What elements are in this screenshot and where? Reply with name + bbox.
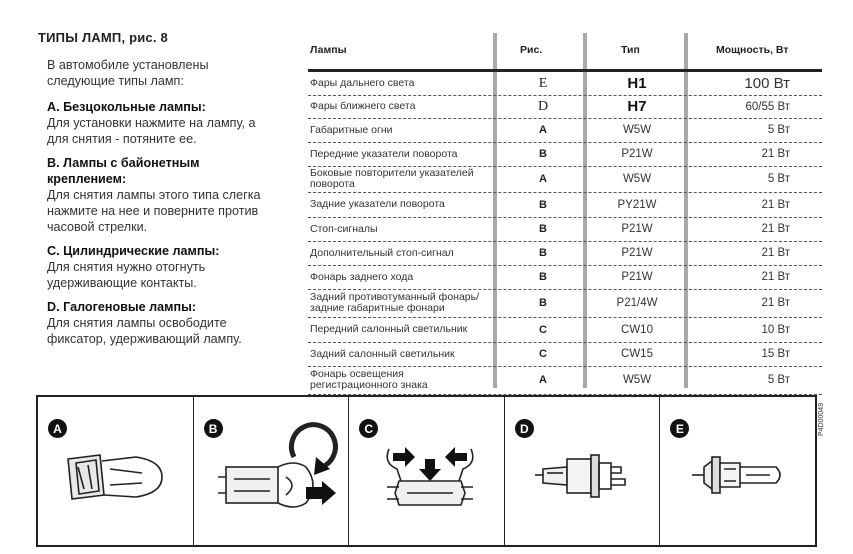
lamp-name: Задние указатели поворота (310, 198, 445, 210)
figure-ref: B (539, 223, 547, 235)
lamp-name: Передние указатели поворота (310, 147, 458, 160)
lamp-name: Передний салонный светильник (310, 323, 468, 335)
figure-ref: D (537, 98, 549, 114)
lamp-name: Задний салонный светильник (310, 347, 455, 360)
lamp-type: PY21W (617, 198, 657, 211)
lamp-type: P21W (621, 271, 653, 283)
lamp-name: Фонарь заднего хода (310, 270, 414, 283)
table-row (308, 192, 822, 218)
table-row (308, 72, 822, 96)
lamp-power: 5 Вт (767, 374, 790, 386)
table-row (308, 217, 822, 242)
festoon-bulb-icon (349, 397, 509, 545)
table-row (308, 118, 822, 143)
figure-c (349, 397, 505, 545)
lamp-power: 100 Вт (744, 75, 790, 92)
lamp-type: P21W (621, 247, 653, 259)
lamp-power: 21 Вт (761, 198, 790, 211)
figure-ref: A (539, 124, 547, 136)
lamp-type: P21/4W (616, 297, 658, 309)
figure-ref: B (539, 148, 547, 160)
lamp-power: 21 Вт (761, 297, 790, 309)
figure-ref: E (538, 75, 548, 91)
lamp-power: 21 Вт (761, 271, 790, 283)
item-c-title: C. Цилиндрические лампы: (47, 244, 220, 258)
item-a-text: Для установки нажмите на лампу, а для снятия - потяните ее. (47, 116, 256, 146)
halogen-h1-bulb-icon (660, 397, 820, 545)
lamp-type: W5W (622, 173, 652, 185)
lamp-type: CW15 (621, 348, 653, 360)
figure-b (194, 397, 350, 545)
lamp-name: Стоп-сигналы (310, 222, 378, 235)
item-d-title: D. Галогеновые лампы: (47, 300, 197, 314)
lamp-power: 15 Вт (761, 348, 790, 360)
figure-a-badge: A (48, 419, 67, 438)
wedge-bulb-icon (38, 397, 190, 545)
lamp-name: Задний противотуманный фонарь/ задние габаритные фонари (310, 291, 480, 314)
item-a-title: A. Безцокольные лампы: (47, 100, 206, 114)
figure-d (505, 397, 661, 545)
lamp-type: P21W (621, 223, 653, 235)
lamp-name: Дополнительный стоп-сигнал (310, 246, 454, 259)
lamp-table (308, 38, 822, 391)
figure-ref: A (539, 173, 547, 185)
lamp-name: Габаритные огни (310, 123, 393, 136)
table-row (308, 289, 822, 318)
lamp-power: 21 Вт (761, 247, 790, 259)
figure-code: P4D00049 (818, 402, 825, 436)
item-b-title: B. Лампы с байонетным креплением: (47, 156, 200, 186)
lamp-type: H1 (627, 75, 647, 92)
figure-e-badge: E (670, 419, 689, 438)
table-row (308, 166, 822, 193)
table-row (308, 317, 822, 343)
table-row (308, 95, 822, 119)
table-row (308, 366, 822, 395)
lamp-power: 5 Вт (767, 173, 790, 185)
lamp-name: Фары ближнего света (310, 100, 416, 112)
lamp-power: 10 Вт (761, 323, 790, 336)
table-row (308, 142, 822, 167)
item-c-text: Для снятия нужно отогнуть удерживающие контакты. (47, 260, 206, 290)
figure-a (38, 397, 194, 545)
figure-c-badge: C (359, 419, 378, 438)
table-row (308, 241, 822, 266)
lamp-power: 5 Вт (767, 124, 790, 136)
figure-e (660, 397, 815, 545)
item-b-text: Для снятия лампы этого типа слегка нажмите на нее и поверните против часовой стрелки. (47, 188, 261, 234)
header-type: Тип (621, 44, 640, 56)
figure-ref: B (539, 247, 547, 259)
lamp-type: H7 (627, 98, 647, 115)
bayonet-bulb-icon (194, 397, 354, 545)
header-power: Мощность, Вт (716, 44, 789, 56)
figure-ref: B (539, 297, 547, 309)
lamp-type: W5W (622, 124, 652, 136)
section-title: ТИПЫ ЛАМП, рис. 8 (38, 30, 168, 45)
table-row (308, 265, 822, 290)
lamp-type: CW10 (621, 323, 653, 336)
figure-b-badge: B (204, 419, 223, 438)
halogen-h7-bulb-icon (505, 397, 665, 545)
lamp-name: Боковые повторители указателей поворота (310, 167, 474, 190)
figure-ref: C (539, 323, 547, 336)
lamp-type: W5W (622, 374, 652, 386)
lamp-power: 21 Вт (761, 223, 790, 235)
lamp-power: 60/55 Вт (745, 100, 790, 113)
lamp-name: Фары дальнего света (310, 77, 415, 89)
figure-ref: C (539, 348, 547, 360)
item-d-text: Для снятия лампы освободите фиксатор, удерживающий лампу. (47, 316, 242, 346)
figure-ref: B (539, 198, 547, 211)
lamp-type: P21W (621, 148, 653, 160)
figure-d-badge: D (515, 419, 534, 438)
table-row (308, 342, 822, 367)
figure-ref: B (539, 271, 547, 283)
header-fig: Рис. (520, 44, 543, 56)
intro-text: В автомобиле установлены следующие типы ламп: (47, 58, 209, 88)
lamp-name: Фонарь освещения регистрационного знака (310, 368, 428, 391)
instructions-column (38, 30, 278, 355)
header-name: Лампы (310, 44, 347, 56)
lamp-figures (36, 395, 817, 547)
figure-ref: A (539, 374, 547, 386)
lamp-power: 21 Вт (761, 148, 790, 160)
